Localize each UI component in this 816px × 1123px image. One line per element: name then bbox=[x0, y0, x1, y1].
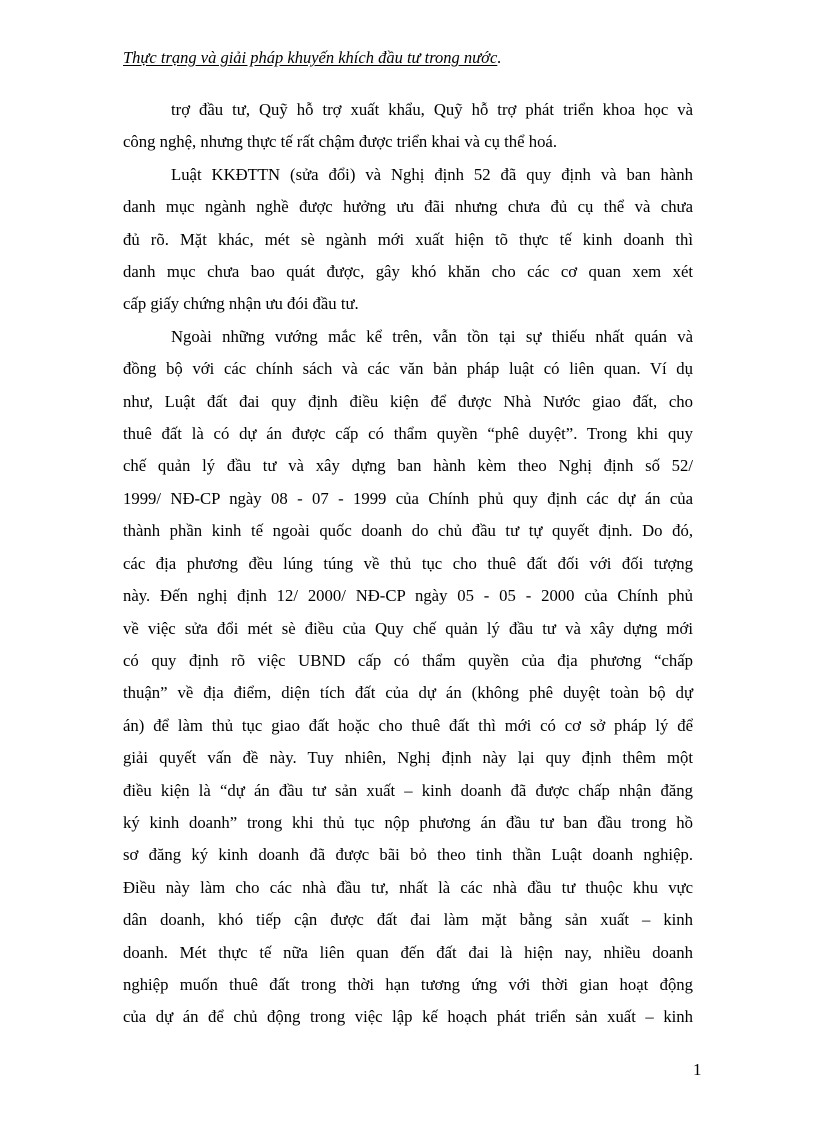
text-line: thuận” về địa điểm, diện tích đất của dự án (không phê duyệt toàn bộ dự bbox=[123, 683, 693, 703]
text-line: dân doanh, khó tiếp cận được đất đai làm mặt bằng sản xuất – kinh bbox=[123, 910, 693, 930]
text-line: công nghệ, nhưng thực tế rất chậm được triển khai và cụ thể hoá. bbox=[123, 132, 557, 152]
header-title-suffix: . bbox=[497, 48, 502, 67]
document-body bbox=[123, 94, 693, 1034]
text-line: Luật KKĐTTN (sửa đổi) và Nghị định 52 đã quy định và ban hành bbox=[171, 164, 693, 184]
text-line: giải quyết vấn đề này. Tuy nhiên, Nghị định này lại quy định thêm một bbox=[123, 748, 693, 768]
text-line: Ngoài những vướng mắc kể trên, vẫn tồn tại sự thiếu nhất quán và bbox=[171, 326, 693, 346]
text-line: 1999/ NĐ-CP ngày 08 - 07 - 1999 của Chính phủ quy định các dự án của bbox=[123, 488, 693, 508]
text-line: ký kinh doanh” trong khi thủ tục nộp phương án đầu tư ban đầu trong hồ bbox=[123, 812, 693, 832]
text-line: của dự án để chủ động trong việc lập kế hoạch phát triển sản xuất – kinh bbox=[123, 1007, 693, 1027]
text-line: thành phần kinh tế ngoài quốc doanh do chủ đầu tư tự quyết định. Do đó, bbox=[123, 521, 693, 541]
page-header bbox=[123, 46, 501, 70]
text-line: sơ đăng ký kinh doanh đã được bãi bỏ theo tinh thần Luật doanh nghiệp. bbox=[123, 845, 693, 865]
text-line: Điều này làm cho các nhà đầu tư, nhất là các nhà đầu tư thuộc khu vực bbox=[123, 877, 693, 897]
text-line: này. Đến nghị định 12/ 2000/ NĐ-CP ngày 05 - 05 - 2000 của Chính phủ bbox=[123, 586, 693, 606]
text-line: đủ rõ. Mặt khác, mét sè ngành mới xuất hiện tõ thực tế kinh doanh thì bbox=[123, 229, 693, 249]
text-line: án) để làm thủ tục giao đất hoặc cho thuê đất thì mới có cơ sở pháp lý để bbox=[123, 715, 693, 735]
text-line: trợ đầu tư, Quỹ hỗ trợ xuất khẩu, Quỹ hỗ trợ phát triển khoa học và bbox=[171, 100, 693, 119]
page-number: 1 bbox=[693, 1060, 702, 1079]
text-line: thuê đất là có dự án được cấp có thẩm quyền “phê duyệt”. Trong khi quy bbox=[123, 424, 693, 444]
text-line: về việc sửa đổi mét sè điều của Quy chế quản lý đầu tư và xây dựng mới bbox=[123, 618, 693, 638]
text-line: như, Luật đất đai quy định điều kiện để được Nhà Nước giao đất, cho bbox=[123, 391, 693, 411]
text-line: có quy định rõ việc UBND cấp có thẩm quyền của địa phương “chấp bbox=[123, 650, 693, 670]
text-line: điều kiện là “dự án đầu tư sản xuất – kinh doanh đã được chấp nhận đăng bbox=[123, 780, 693, 800]
text-line: đồng bộ với các chính sách và các văn bản pháp luật có liên quan. Ví dụ bbox=[123, 359, 693, 379]
text-line: danh mục chưa bao quát được, gây khó khăn cho các cơ quan xem xét bbox=[123, 262, 693, 282]
text-line: nghiệp muốn thuê đất trong thời hạn tương ứng với thời gian hoạt động bbox=[123, 974, 693, 994]
text-line: danh mục ngành nghề được hưởng ưu đãi nhưng chưa đủ cụ thể và chưa bbox=[123, 197, 693, 217]
text-line: cấp giấy chứng nhận ưu đói đầu tư. bbox=[123, 294, 359, 314]
header-title: Thực trạng và giải pháp khuyến khích đầu tư trong nước bbox=[123, 48, 498, 67]
text-line: doanh. Mét thực tế nữa liên quan đến đất đai là hiện nay, nhiều doanh bbox=[123, 942, 693, 962]
text-line: chế quản lý đầu tư và xây dựng ban hành kèm theo Nghị định số 52/ bbox=[123, 456, 693, 476]
text-line: các địa phương đều lúng túng về thủ tục cho thuê đất đối với đối tượng bbox=[123, 553, 693, 573]
